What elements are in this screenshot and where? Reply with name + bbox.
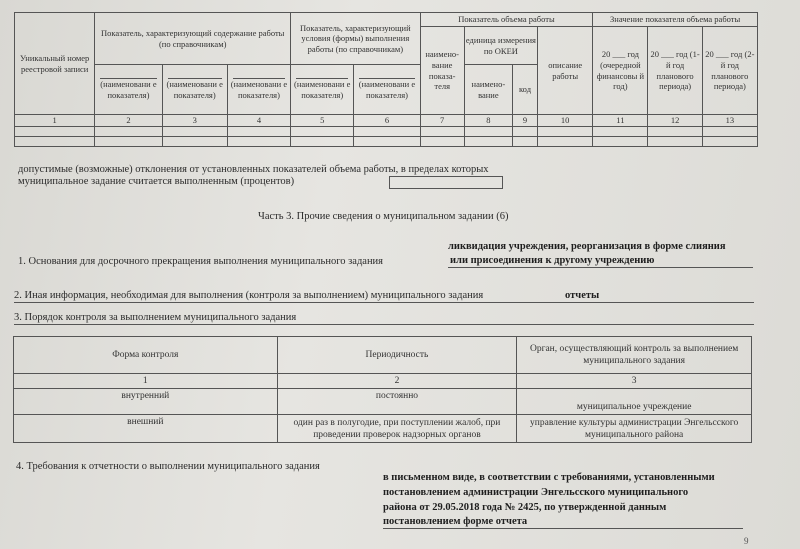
control-header-form: Форма контроля	[14, 337, 278, 374]
deviation-line-1: допустимые (возможные) отклонения от установленных показателей объема работы, в пределах которых	[18, 164, 489, 175]
header-year-1: 20 ___ год (очередной финансовы й год)	[593, 27, 648, 115]
item4-line-2: постановлением администрации Энгельсского муниципального	[383, 487, 689, 498]
item4-line-1: в письменном виде, в соответствии с требованиями, установленными	[383, 472, 715, 483]
col-number: 1	[15, 115, 95, 127]
header-name-sub: (наименовани е показателя)	[354, 65, 420, 115]
control-row	[14, 415, 752, 443]
item2-value: отчеты	[565, 290, 600, 301]
col-number: 2	[95, 115, 162, 127]
header-name-sub: (наименовани е показателя)	[162, 65, 227, 115]
control-row	[14, 389, 752, 415]
header-name-sub: (наименовани е показателя)	[291, 65, 354, 115]
header-description: описание работы	[538, 27, 593, 115]
col-number: 4	[227, 115, 290, 127]
page-number: 9	[744, 536, 749, 546]
control-table	[13, 336, 752, 443]
header-unit-code: код	[512, 65, 537, 115]
control-col-number: 3	[517, 374, 752, 389]
col-number: 8	[464, 115, 512, 127]
deviation-line-2: муниципальное задание считается выполненным (процентов)	[18, 176, 295, 187]
header-year-3: 20 ___ год (2-й год планового периода)	[702, 27, 757, 115]
control-cell: один раз в полугодие, при поступлении жалоб, при проведении проверок надзорных органов	[277, 415, 517, 443]
header-unique-number: Уникальный номер реестровой записи	[15, 13, 95, 115]
col-number: 6	[354, 115, 420, 127]
header-conditions-indicator: Показатель, характеризующий условия (формы) выполнения работы (по справочникам)	[291, 13, 421, 65]
col-number: 13	[702, 115, 757, 127]
header-year-2: 20 ___ год (1-й год планового периода)	[648, 27, 702, 115]
item4-line-4: постановлением форме отчета	[383, 516, 528, 527]
control-cell: муниципальное учреждение	[517, 389, 752, 415]
col-number: 12	[648, 115, 702, 127]
control-col-number: 2	[277, 374, 517, 389]
item2-underline	[14, 302, 754, 303]
control-cell: постоянно	[277, 389, 517, 415]
item4-line-3: района от 29.05.2018 года № 2425, по утвержденной данным	[383, 502, 667, 513]
item2-label: 2. Иная информация, необходимая для выполнения (контроля за выполнением) муниципального задания	[14, 290, 484, 301]
col-number: 3	[162, 115, 227, 127]
header-unit-name: наимено- вание	[464, 65, 512, 115]
item1-underline	[448, 267, 753, 268]
header-volume-value: Значение показателя объема работы	[593, 13, 758, 27]
header-volume-name: наимено- вание показа- теля	[420, 27, 464, 115]
header-name-sub: (наименовани е показателя)	[227, 65, 290, 115]
col-number: 7	[420, 115, 464, 127]
column-numbers-row	[15, 115, 758, 127]
item3-underline	[14, 324, 754, 325]
col-number: 5	[291, 115, 354, 127]
item4-label: 4. Требования к отчетности о выполнении муниципального задания	[16, 461, 320, 472]
deviation-percent-box	[389, 176, 503, 189]
item1-label: 1. Основания для досрочного прекращения выполнения муниципального задания	[18, 256, 384, 267]
header-content-indicator: Показатель, характеризующий содержание работы (по справочникам)	[95, 13, 291, 65]
work-volume-table	[14, 12, 758, 147]
item1-value-line2: или присоединения к другому учреждению	[450, 255, 655, 266]
header-volume-indicator: Показатель объема работы	[420, 13, 593, 27]
item3-label: 3. Порядок контроля за выполнением муниципального задания	[14, 312, 297, 323]
header-name-sub: (наименовани е показателя)	[95, 65, 162, 115]
empty-row	[15, 127, 758, 137]
part3-title: Часть 3. Прочие сведения о муниципальном задании (6)	[258, 211, 509, 222]
control-header-authority: Орган, осуществляющий контроль за выполнением муниципального задания	[517, 337, 752, 374]
col-number: 10	[538, 115, 593, 127]
header-unit: единица измерения по ОКЕИ	[464, 27, 537, 65]
item1-value-line1: ликвидация учреждения, реорганизация в форме слияния	[448, 241, 726, 252]
control-cell: внутренний	[14, 389, 278, 415]
control-cell: внешний	[14, 415, 278, 443]
col-number: 11	[593, 115, 648, 127]
control-cell: управление культуры администрации Энгельсского муниципального района	[517, 415, 752, 443]
item4-underline	[383, 528, 743, 529]
control-col-number: 1	[14, 374, 278, 389]
col-number: 9	[512, 115, 537, 127]
empty-row	[15, 137, 758, 147]
control-header-periodicity: Периодичность	[277, 337, 517, 374]
